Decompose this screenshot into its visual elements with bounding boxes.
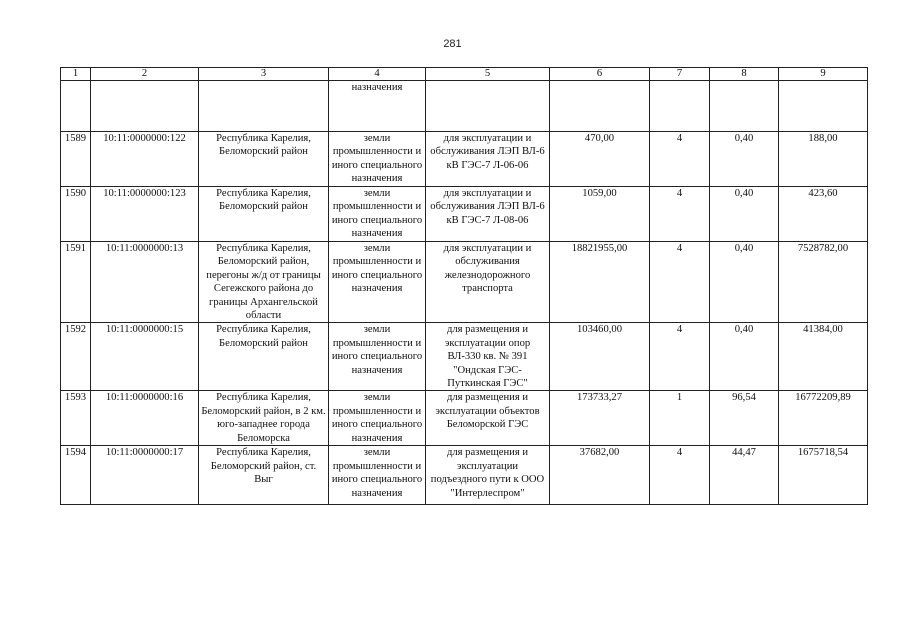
table-row — [61, 242, 868, 323]
header-col-6: 6 — [550, 68, 650, 81]
address: Республика Карелия, Беломорский район, перегоны ж/д от границы Сегежского района до границы Архангельской области — [199, 242, 329, 323]
cadastral-value: 7528782,00 — [779, 242, 868, 323]
row-number: 1594 — [61, 446, 91, 505]
table-row — [61, 323, 868, 391]
table-cell — [550, 81, 650, 132]
rate: 44,47 — [710, 446, 779, 505]
land-category: земли промышленности и иного специального назначения — [329, 187, 426, 242]
group-code: 4 — [650, 323, 710, 391]
cadastral-value: 423,60 — [779, 187, 868, 242]
address: Республика Карелия, Беломорский район — [199, 132, 329, 187]
area: 173733,27 — [550, 391, 650, 446]
area: 470,00 — [550, 132, 650, 187]
table-cell — [199, 81, 329, 132]
row-number: 1591 — [61, 242, 91, 323]
header-col-3: 3 — [199, 68, 329, 81]
permitted-use: для размещения и эксплуатации подъездного пути к ООО "Интерлеспром" — [426, 446, 550, 505]
permitted-use: для эксплуатации и обслуживания ЛЭП ВЛ-6 кВ ГЭС-7 Л-06-06 — [426, 132, 550, 187]
group-code: 4 — [650, 187, 710, 242]
land-category: земли промышленности и иного специального назначения — [329, 323, 426, 391]
cadastral-value: 188,00 — [779, 132, 868, 187]
permitted-use: для размещения и эксплуатации объектов Беломорской ГЭС — [426, 391, 550, 446]
continuation-row — [61, 81, 868, 132]
rate: 0,40 — [710, 242, 779, 323]
cadastral-number: 10:11:0000000:17 — [91, 446, 199, 505]
table-cell — [91, 81, 199, 132]
table-cell: назначения — [329, 81, 426, 132]
table-cell — [61, 81, 91, 132]
table-cell — [779, 81, 868, 132]
address: Республика Карелия, Беломорский район, ст. Выг — [199, 446, 329, 505]
cadastral-number: 10:11:0000000:16 — [91, 391, 199, 446]
rate: 96,54 — [710, 391, 779, 446]
table-cell — [426, 81, 550, 132]
address: Республика Карелия, Беломорский район, в 2 км. юго-западнее города Беломорска — [199, 391, 329, 446]
land-category: земли промышленности и иного специального назначения — [329, 242, 426, 323]
cadastral-number: 10:11:0000000:123 — [91, 187, 199, 242]
rate: 0,40 — [710, 132, 779, 187]
table-cell — [710, 81, 779, 132]
area: 18821955,00 — [550, 242, 650, 323]
header-col-7: 7 — [650, 68, 710, 81]
header-col-5: 5 — [426, 68, 550, 81]
table-row — [61, 132, 868, 187]
row-number: 1589 — [61, 132, 91, 187]
cadastral-value: 1675718,54 — [779, 446, 868, 505]
header-col-4: 4 — [329, 68, 426, 81]
cadastral-value: 41384,00 — [779, 323, 868, 391]
table-row — [61, 391, 868, 446]
header-col-9: 9 — [779, 68, 868, 81]
table-row — [61, 187, 868, 242]
permitted-use: для эксплуатации и обслуживания ЛЭП ВЛ-6 кВ ГЭС-7 Л-08-06 — [426, 187, 550, 242]
permitted-use: для эксплуатации и обслуживания железнодорожного транспорта — [426, 242, 550, 323]
table-cell — [650, 81, 710, 132]
area: 103460,00 — [550, 323, 650, 391]
land-category: земли промышленности и иного специального назначения — [329, 391, 426, 446]
cadastral-value: 16772209,89 — [779, 391, 868, 446]
land-category: земли промышленности и иного специального назначения — [329, 446, 426, 505]
row-number: 1593 — [61, 391, 91, 446]
address: Республика Карелия, Беломорский район — [199, 187, 329, 242]
header-col-2: 2 — [91, 68, 199, 81]
group-code: 4 — [650, 446, 710, 505]
cadastral-number: 10:11:0000000:13 — [91, 242, 199, 323]
land-registry-table — [60, 67, 868, 505]
page-number: 281 — [443, 38, 462, 50]
area: 1059,00 — [550, 187, 650, 242]
row-number: 1592 — [61, 323, 91, 391]
permitted-use: для размещения и эксплуатации опор ВЛ-330 кв. № 391 "Ондская ГЭС-Путкинская ГЭС" — [426, 323, 550, 391]
table-header-row — [61, 68, 868, 81]
area: 37682,00 — [550, 446, 650, 505]
rate: 0,40 — [710, 323, 779, 391]
cadastral-number: 10:11:0000000:15 — [91, 323, 199, 391]
header-col-8: 8 — [710, 68, 779, 81]
row-number: 1590 — [61, 187, 91, 242]
header-col-1: 1 — [61, 68, 91, 81]
group-code: 1 — [650, 391, 710, 446]
rate: 0,40 — [710, 187, 779, 242]
land-category: земли промышленности и иного специального назначения — [329, 132, 426, 187]
group-code: 4 — [650, 242, 710, 323]
table-row — [61, 446, 868, 505]
address: Республика Карелия, Беломорский район — [199, 323, 329, 391]
group-code: 4 — [650, 132, 710, 187]
cadastral-number: 10:11:0000000:122 — [91, 132, 199, 187]
